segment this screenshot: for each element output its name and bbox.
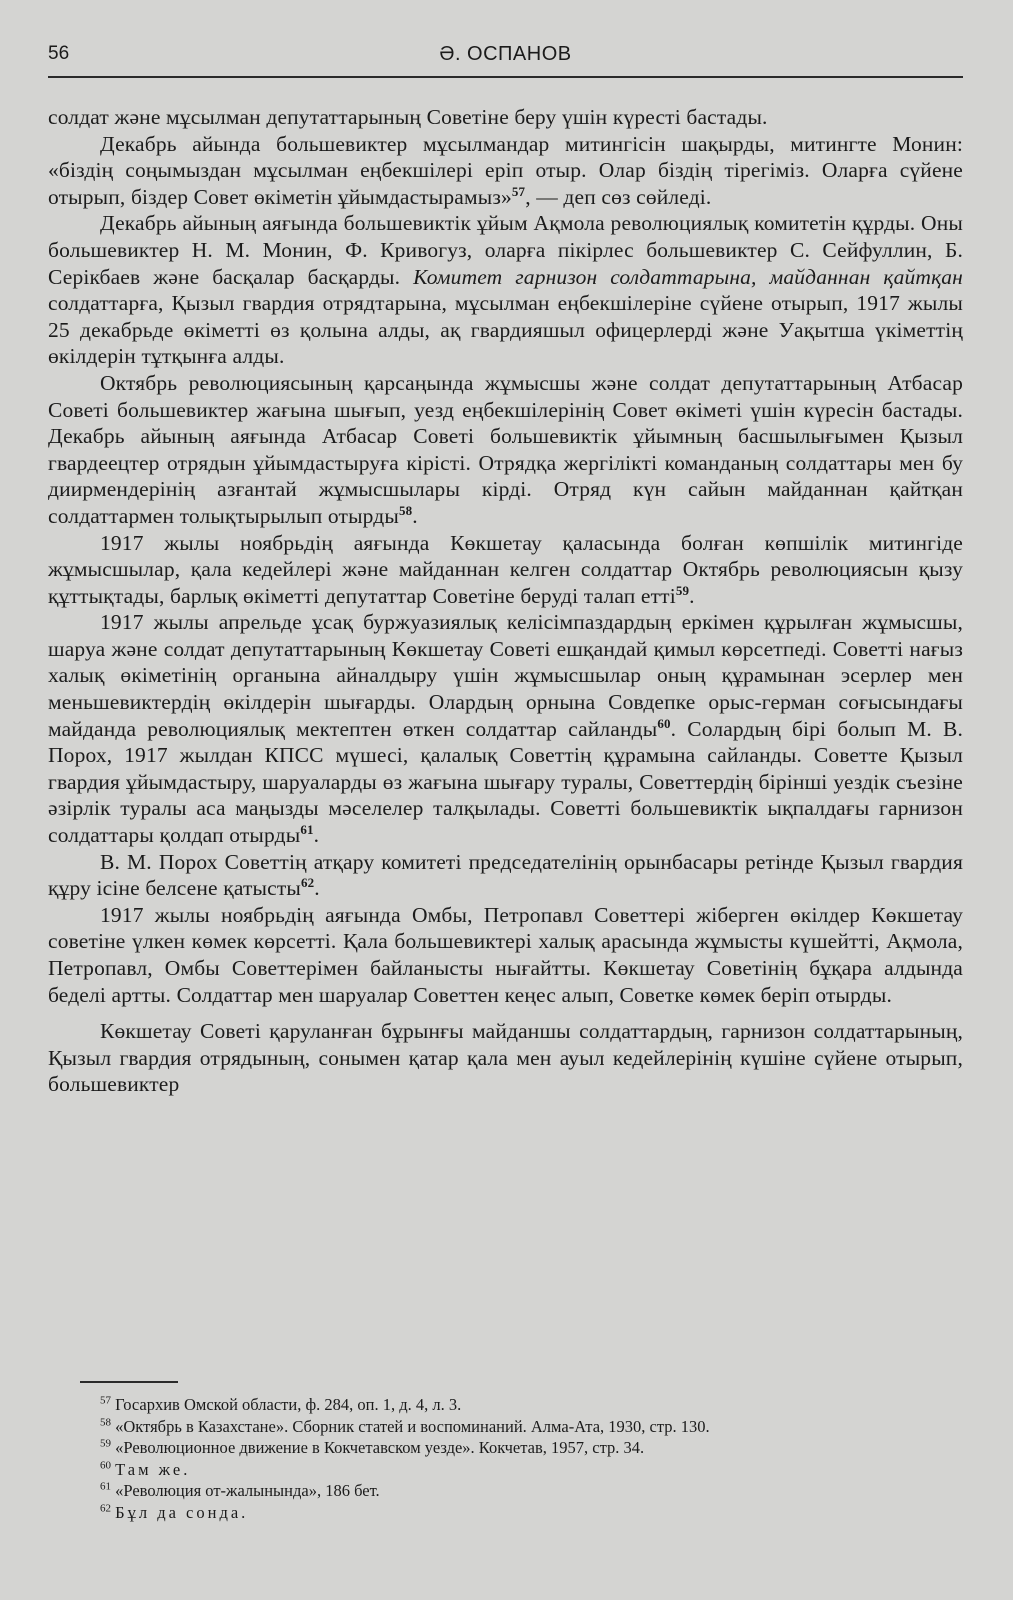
footnote-number: 58 [100,1416,111,1428]
footnote-number: 57 [100,1394,111,1407]
footnotes [48,1394,963,1523]
text-run: . [313,823,320,848]
footnote-ref: 60 [657,715,671,731]
text-run: . [314,876,320,901]
footnote-ref: 59 [675,582,690,598]
text-run: Көкшетау Советі қаруланған бұрынғы майданшы солдаттардың, гарнизон солдаттарының, Қызыл гвардия отрядының, сонымен қатар қала мен ауыл кедейлерінің күшіне сүйене отырып, большевиктер [48,1019,963,1097]
spaced-run: Бұл да сонда. [115,1502,249,1522]
text-run: Октябрь революциясының қарсаңында жұмысшы және солдат депутаттарының Атбасар Советі большевиктер жағына шығып, уезд еңбекшілерінің Совет өкіметі үшін күресін бастады. Декабрь айының аяғында Атбасар Советі большевиктік ұйымның басшылығымен Қызыл гвардеецтер отрядын ұйымдастыруға кірісті. Отрядқа жергілікті команданың солдаттары мен бу диирмендерінің азғантай жұмысшылары кірді. Отряд күн сайын майданнан қайтқан солдаттармен толықтырылып отырды [48,370,963,528]
footnote-rule [80,1381,178,1383]
paragraph-p5 [48,530,963,610]
footnote-62 [48,1502,963,1524]
text-run: «Октябрь в Казахстане». Сборник статей и воспоминаний. Алма-Ата, 1930, стр. 130. [115,1416,710,1436]
body-text [48,104,963,1098]
text-run: солдаттарға, Қызыл гвардия отрядтарына, мұсылман еңбекшілеріне сүйене отырып, 1917 жылы 25 декабрьде өкіметті өз қолына алды, ақ гвардияшыл офицерлерді және Уақытша үкіметтің өкілдерін тұтқынға алды. [48,291,963,369]
page-number: 56 [48,43,70,64]
paragraph-p4 [48,370,963,530]
text-run: . [689,583,695,608]
text-run: 1917 жылы ноябрьдің аяғында Көкшетау қаласында болған көпшілік митингіде жұмысшылар, қала кедейлері және майданнан келген солдаттар Октябрь революциясын қызу құттықтады, барлық өкіметті депутаттар Советіне беруді талап етті [48,530,963,608]
footnote-59 [48,1437,963,1459]
footnote-number: 60 [100,1459,111,1471]
text-run: Декабрь айының аяғында большевиктік ұйым Ақмола революциялық комитетін құрды. Оны большевиктер Н. М. Монин, Ф. Кривогуз, оларға пікірлес большевиктер С. Сейфуллин, Б. Серікбаев және басқалар басқарды. [48,211,963,289]
paragraph-p2 [48,131,963,211]
text-run: Госархив Омской области, ф. 284, оп. 1, д. 4, л. 3. [115,1395,462,1414]
italic-run: Комитет гарнизон солдаттарына, майданнан қайтқан [413,264,963,289]
text-run: . [412,503,418,528]
footnote-ref: 57 [511,183,526,199]
text-run: солдат және мұсылман депутаттарының Советіне беру үшін күресті бастады. [48,105,768,129]
paragraph-p1 [48,104,963,131]
text-run: 1917 жылы апрельде ұсақ буржуазиялық келісімпаздардың еркімен құрылған жұмысшы, шаруа және солдат депутаттарының Көкшетау Советі ешқандай қимыл көрсетпеді. Советті нағыз халық өкіметінің органына айналдыру үшін жұмысшылар оның құрамынан эсерлер мен меньшевиктердің өкілдерін шығарды. Олардың орнына Совдепке орыс-герман соғысындағы майданда революциялық мектептен өткен солдаттар сайланды [48,610,963,741]
footnote-58 [48,1416,963,1438]
paragraph-p6 [48,609,963,848]
footnote-number: 62 [100,1502,111,1514]
footnote-57 [48,1394,963,1416]
running-head: Ә. ОСПАНОВ [439,43,572,65]
paragraph-p8 [48,902,963,1008]
paragraph-p3 [48,210,963,370]
text-run: . Солардың бірі болып М. В. Порох, 1917 жылдан КПСС мүшесі, қалалық Советтің құрамына сайланды. Советте Қызыл гвардия ұйымдастыру, шаруаларды өз жағына шығару туралы, Советтердің бірінші уездік съезіне әзірлік туралы аса маңызды мәселелер талқылады. Советті большевиктік ықпалдағы гарнизон солдаттары қолдап отырды [48,716,963,848]
footnote-number: 61 [100,1480,111,1493]
text-run: 1917 жылы ноябрьдің аяғында Омбы, Петропавл Советтері жіберген өкілдер Көкшетау советіне үлкен көмек көрсетті. Қала большевиктері халық арасында жұмысты күшейтті, Ақмола, Петропавл, Омбы Советтерімен байланысты нығайтты. Көкшетау Советінің бұқара алдында беделі артты. Солдаттар мен шаруалар Советтен кеңес алып, Советке көмек беріп отырды. [48,902,963,1007]
footnote-number: 59 [100,1437,111,1450]
paragraph-p7 [48,849,963,902]
footnote-ref: 62 [300,875,315,891]
page-header [48,43,963,73]
text-run: «Революция от-жалынында», 186 бет. [115,1481,380,1500]
footnote-61 [48,1480,963,1502]
spaced-run: Там же. [115,1459,191,1479]
header-rule [48,76,963,78]
text-run: , — деп сөз сөйледі. [525,184,712,209]
text-run: Декабрь айында большевиктер мұсылмандар митингісін шақырды, митингте Монин: «біздің соңымыздан мұсылман еңбекшілері еріп отыр. Олар біздің тірегіміз. Оларға сүйене отырып, біздер Совет өкіметін ұйымдастырамыз» [48,131,963,209]
paragraph-p9 [48,1018,963,1098]
text-run: «Революционное движение в Кокчетавском уезде». Кокчетав, 1957, стр. 34. [115,1438,645,1457]
footnote-ref: 58 [398,502,413,518]
footnote-60 [48,1459,963,1481]
footnote-ref: 61 [300,821,314,837]
text-run: В. М. Порох Советтің атқару комитеті председателінің орынбасары ретінде Қызыл гвардия құру ісіне белсене қатысты [48,849,963,901]
